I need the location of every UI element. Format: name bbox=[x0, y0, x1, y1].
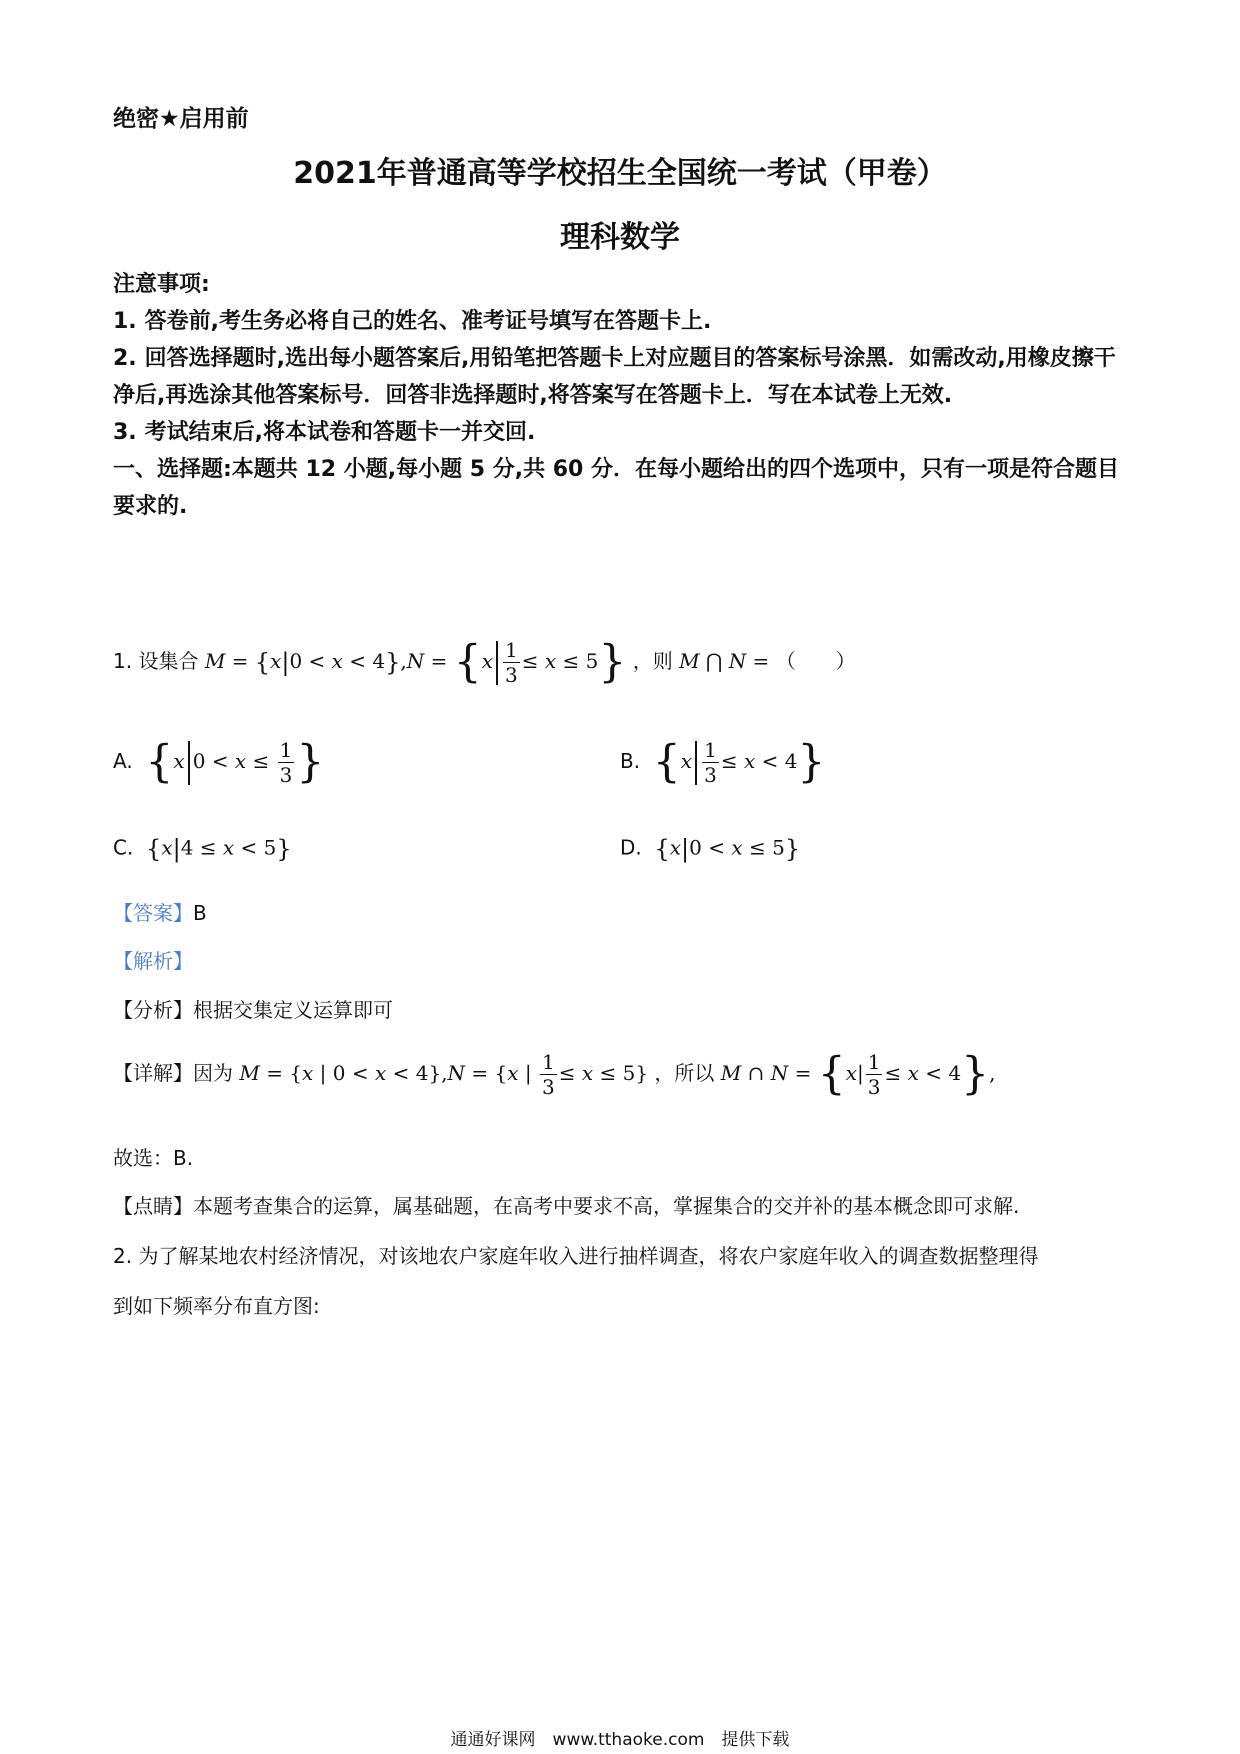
option-c: C. {x|4 ≤ x < 5} bbox=[113, 835, 292, 863]
footer: 通通好课网 www.tthaoke.com 提供下载 bbox=[450, 1730, 790, 1750]
question-2-line-1: 2. 为了解某地农村经济情况，对该地农户家庭年收入进行抽样调查，将农户家庭年收入的调查数据整理得 bbox=[113, 1244, 1039, 1268]
notice-item-1: 1. 答卷前,考生务必将自己的姓名、准考证号填写在答题卡上. bbox=[113, 309, 712, 334]
notice-item-2: 2. 回答选择题时,选出每小题答案后,用铅笔把答题卡上对应题目的答案标号涂黑．如需改动,用橡皮擦干净后,再选涂其他答案标号．回答非选择题时,将答案写在答题卡上．写在本试卷上无效. bbox=[113, 346, 1116, 408]
notice-item-3: 3. 考试结束后,将本试卷和答题卡一并交回. bbox=[113, 420, 536, 445]
option-d: D. {x|0 < x ≤ 5} bbox=[620, 835, 801, 863]
option-a: A. {x 0 < x ≤ $\frac{1}{3}$ } bbox=[113, 736, 325, 788]
page-title: 2021年普通高等学校招生全国统一考试（甲卷） bbox=[293, 156, 947, 191]
fenxi-line: 【分析】根据交集定义运算即可 bbox=[113, 998, 393, 1022]
analysis-tag: 【解析】 bbox=[113, 949, 193, 973]
secret-mark: 绝密★启用前 bbox=[113, 106, 249, 132]
notices-heading: 注意事项: bbox=[113, 272, 210, 297]
option-b: B. {x $\frac{1}{3}$ ≤ x < 4} bbox=[620, 736, 826, 788]
answer-line: 【答案】B bbox=[113, 901, 207, 925]
comment-line: 【点睛】本题考查集合的运算，属基础题，在高考中要求不高，掌握集合的交并补的基本概念即可求解. bbox=[113, 1194, 1020, 1218]
choose-line: 故选：B. bbox=[113, 1146, 194, 1170]
subject-title: 理科数学 bbox=[560, 220, 680, 255]
notices bbox=[113, 266, 1133, 525]
section-heading: 一、选择题:本题共 12 小题,每小题 5 分,共 60 分．在每小题给出的四个选项中，只有一项是符合题目要求的. bbox=[113, 457, 1120, 519]
detail-line: 【详解】因为 M = {x | 0 < x < 4},N = {x | $\frac{1}{3}$ ≤ x ≤ 5} ，所以 M ∩ N = {x| $\frac{1}{3}$ ≤ x < 4}, bbox=[113, 1048, 996, 1100]
question-2-line-2: 到如下频率分布直方图: bbox=[113, 1294, 320, 1318]
question-1: 1. 设集合 M = {x|0 < x < 4},N = {x $\frac{1}{3}$ ≤ x ≤ 5} ，则 M ⋂ N = （ ） bbox=[113, 636, 856, 688]
